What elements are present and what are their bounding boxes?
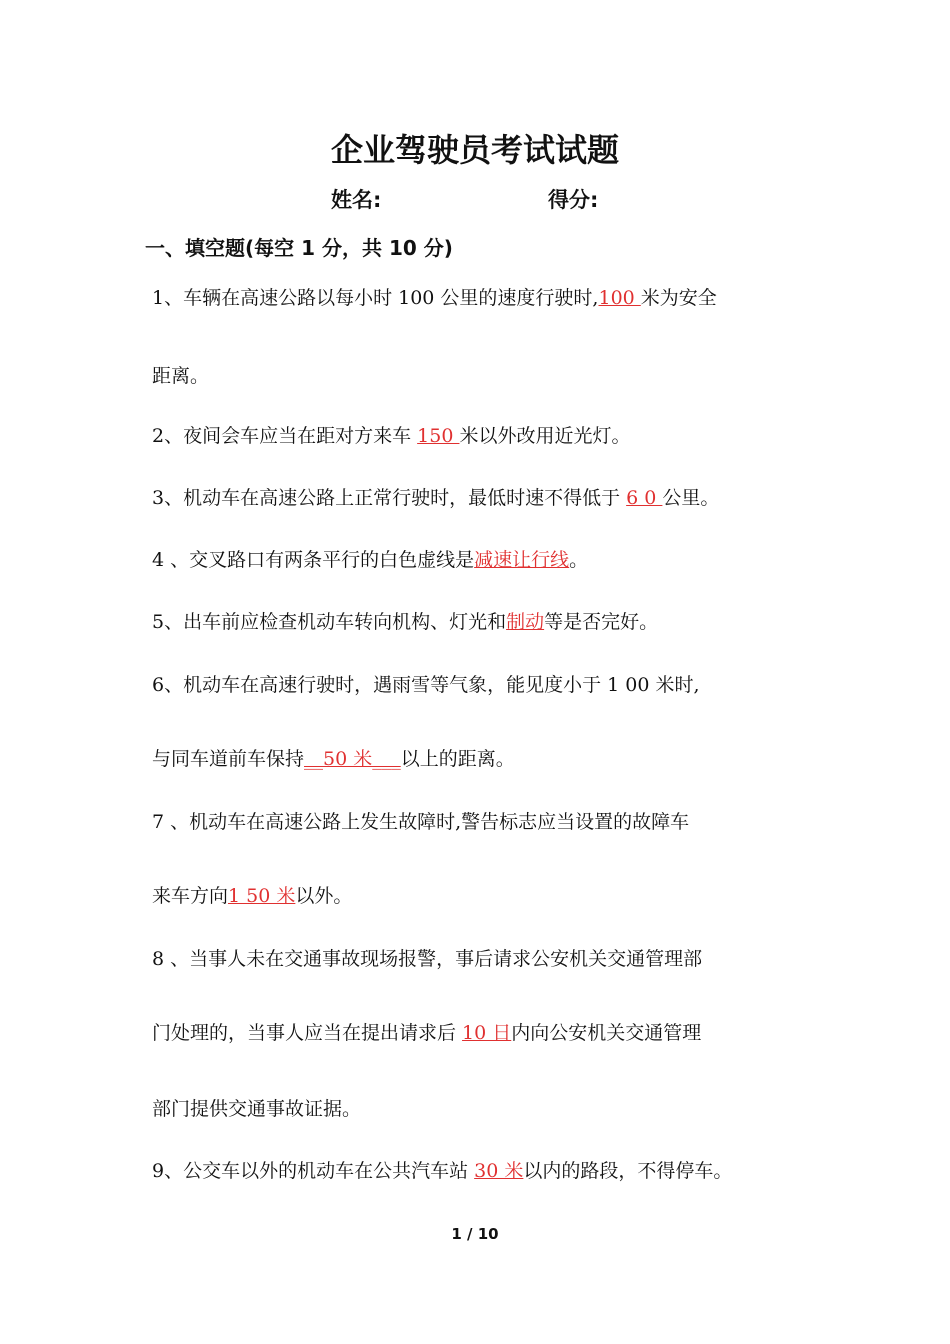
question-7-line-2: 来车方向1 50 米以外。: [152, 885, 353, 907]
score-label: 得分:: [548, 188, 599, 212]
answer-blank: 1 50 米: [228, 885, 296, 907]
answer-blank: __50 米___: [304, 748, 401, 770]
page-number: 1 / 10: [451, 1225, 499, 1243]
name-label: 姓名:: [331, 188, 382, 212]
question-9: 9、公交车以外的机动车在公共汽车站 30 米以内的路段，不得停车。: [152, 1160, 733, 1182]
name-score-bar: [0, 184, 950, 216]
question-8-line-1: 8 、当事人未在交通事故现场报警，事后请求公安机关交通管理部: [152, 948, 703, 970]
question-6-line-2: 与同车道前车保持__50 米___以上的距离。: [152, 748, 515, 770]
question-8-line-2: 门处理的，当事人应当在提出请求后 10 日内向公安机关交通管理: [152, 1022, 702, 1044]
question-1-line-1: 1、车辆在高速公路以每小时 100 公里的速度行驶时,100 米为安全: [152, 287, 717, 309]
question-5: 5、出车前应检查机动车转向机构、灯光和制动等是否完好。: [152, 611, 659, 633]
question-7-line-1: 7 、机动车在高速公路上发生故障时,警告标志应当设置的故障车: [152, 811, 690, 833]
section-heading: 一、填空题(每空 1 分，共 10 分): [145, 236, 453, 260]
answer-blank: 10 日: [462, 1022, 512, 1044]
answer-blank: 100: [598, 287, 641, 309]
question-3: 3、机动车在高速公路上正常行驶时，最低时速不得低于 6 0 公里。: [152, 487, 720, 509]
question-1-line-2: 距离。: [152, 365, 210, 387]
question-4: 4 、交叉路口有两条平行的白色虚线是减速让行线。: [152, 549, 589, 571]
answer-blank: 制动: [506, 611, 545, 633]
question-2: 2、夜间会车应当在距对方来车 150 米以外改用近光灯。: [152, 425, 631, 447]
answer-blank: 减速让行线: [474, 549, 570, 571]
answer-blank: 150: [417, 425, 460, 447]
answer-blank: 30 米: [474, 1160, 524, 1182]
question-8-line-3: 部门提供交通事故证据。: [152, 1098, 362, 1120]
answer-blank: 6 0: [626, 487, 663, 509]
page-title: 企业驾驶员考试试题: [330, 131, 619, 169]
question-6-line-1: 6、机动车在高速行驶时，遇雨雪等气象，能见度小于 1 00 米时,: [152, 674, 700, 696]
